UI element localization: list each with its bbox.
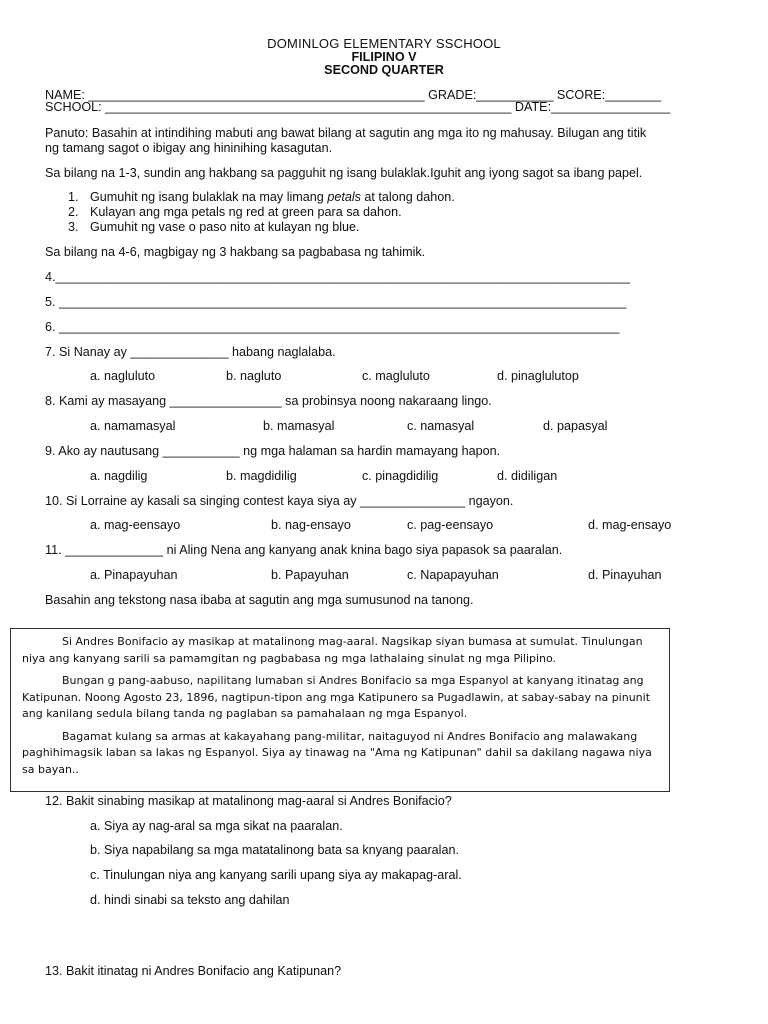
choice-b[interactable]: b. magdidilig xyxy=(226,469,297,483)
reading-instruction: Basahin ang tekstong nasa ibaba at sagutin ang mga sumusunod na tanong. xyxy=(45,593,474,607)
choice-a[interactable]: a. Siya ay nag-aral sa mga sikat na paaralan. xyxy=(90,819,343,833)
choice-b[interactable]: b. nag-ensayo xyxy=(271,518,351,532)
choice-b[interactable]: b. mamasyal xyxy=(263,419,335,433)
question-11: 11. ______________ ni Aling Nena ang kanyang anak knina bago siya papasok sa paaralan. xyxy=(45,543,563,557)
choice-c[interactable]: c. pinagdidilig xyxy=(362,469,439,483)
choice-c[interactable]: c. Napapayuhan xyxy=(407,568,499,582)
choice-a[interactable]: a. namamasyal xyxy=(90,419,176,433)
step-number: 1. xyxy=(68,190,79,204)
choice-a[interactable]: a. nagluluto xyxy=(90,369,156,383)
choice-c[interactable]: c. namasyal xyxy=(407,419,475,433)
passage-paragraph: Bagamat kulang sa armas at kakayahang pang-militar, naitaguyod ni Andres Bonifacio ang malawakang paghihimagsik laban sa lakas ng Espanyol. Siya ay tinawag na "Ama ng Katipunan" dahil sa dakilang nagawa niya sa bayan.. xyxy=(22,729,652,776)
choice-c[interactable]: c. pag-eensayo xyxy=(407,518,494,532)
question-10: 10. Si Lorraine ay kasali sa singing contest kaya siya ay _______________ ngayon. xyxy=(45,494,514,508)
answer-line-5[interactable]: 5. _________________________________________________________________________________ xyxy=(45,295,627,309)
choice-a[interactable]: a. Pinapayuhan xyxy=(90,568,178,582)
choice-a[interactable]: a. nagdilig xyxy=(90,469,148,483)
choice-d[interactable]: d. papasyal xyxy=(543,419,608,433)
quarter-title: SECOND QUARTER xyxy=(324,63,444,77)
question-8: 8. Kami ay masayang ________________ sa probinsya noong nakaraang lingo. xyxy=(45,394,492,408)
passage-paragraph: Si Andres Bonifacio ay masikap at matalinong mag-aaral. Nagsikap siyan bumasa at sumulat. Tinulungan niya ang kanyang sarili sa pamamgitan ng pagbabasa ng mga lathalaing sinulat ng mga Pilipino. xyxy=(22,635,643,665)
step-number: 2. xyxy=(68,205,79,219)
choice-c[interactable]: c. Tinulungan niya ang kanyang sarili upang siya ay makapag-aral. xyxy=(90,868,462,882)
question-9: 9. Ako ay nautusang ___________ ng mga halaman sa hardin mamayang hapon. xyxy=(45,444,501,458)
choice-d[interactable]: d. hindi sinabi sa teksto ang dahilan xyxy=(90,893,290,907)
question-7: 7. Si Nanay ay ______________ habang naglalaba. xyxy=(45,345,336,359)
choice-d[interactable]: d. didiligan xyxy=(497,469,558,483)
step-item xyxy=(68,220,360,234)
school-date-line[interactable]: SCHOOL: __________________________________________________________ DATE:_________________ xyxy=(45,100,671,114)
step-text: Kulayan ang mga petals ng red at green para sa dahon. xyxy=(90,205,402,219)
step-emphasis: petals xyxy=(327,190,361,204)
choice-a[interactable]: a. mag-eensayo xyxy=(90,518,181,532)
step-text: Gumuhit ng vase o paso nito at kulayan ng blue. xyxy=(90,220,360,234)
school-name: DOMINLOG ELEMENTARY SSCHOOL xyxy=(267,36,501,51)
name-grade-score-line[interactable]: NAME: ________________________________________________ GRADE:___________ SCORE:________ xyxy=(45,88,662,102)
choice-b[interactable]: b. Siya napabilang sa mga matatalinong bata sa knyang paaralan. xyxy=(90,843,459,857)
answer-line-4[interactable]: 4.__________________________________________________________________________________ xyxy=(45,270,630,284)
answer-line-6[interactable]: 6. ________________________________________________________________________________ xyxy=(45,320,620,334)
choice-d[interactable]: d. pinaglulutop xyxy=(497,369,579,383)
part2-instruction: Sa bilang na 4-6, magbigay ng 3 hakbang sa pagbabasa ng tahimik. xyxy=(45,245,426,259)
panuto-line-1: Panuto: Basahin at intindihing mabuti ang bawat bilang at sagutin ang mga ito ng mahusay. Bilugan ang titik xyxy=(45,126,647,140)
step-text: Gumuhit ng isang bulaklak na may limang xyxy=(90,190,328,204)
choice-b[interactable]: b. nagluto xyxy=(226,369,282,383)
step-text: at talong dahon. xyxy=(360,190,455,204)
passage-paragraph: Bungan g pang-aabuso, napilitang lumaban si Andres Bonifacio sa mga Espanyol at kanyang itinatag ang Katipunan. Noong Agosto 23, 1896, nagtipun-tipon ang mga Katipunero sa Pugadlawin, at sabay-sabay na pinunit ang kanilang sedula bilang tanda ng paglaban sa pamahalaan ng mga Espanyol. xyxy=(22,674,651,720)
choice-d[interactable]: d. mag-ensayo xyxy=(588,518,672,532)
step-number: 3. xyxy=(68,220,79,234)
subject-title: FILIPINO V xyxy=(351,50,417,64)
question-13: 13. Bakit itinatag ni Andres Bonifacio ang Katipunan? xyxy=(45,964,342,978)
reading-passage-box xyxy=(10,628,670,792)
choice-b[interactable]: b. Papayuhan xyxy=(271,568,349,582)
question-12: 12. Bakit sinabing masikap at matalinong mag-aaral si Andres Bonifacio? xyxy=(45,794,452,808)
part1-instruction: Sa bilang na 1-3, sundin ang hakbang sa pagguhit ng isang bulaklak.Iguhit ang iyong sagot sa ibang papel. xyxy=(45,166,643,180)
panuto-line-2: ng tamang sagot o ibigay ang hininihing kasagutan. xyxy=(45,141,333,155)
step-item xyxy=(68,190,455,204)
step-item xyxy=(68,205,402,219)
choice-d[interactable]: d. Pinayuhan xyxy=(588,568,662,582)
choice-c[interactable]: c. magluluto xyxy=(362,369,430,383)
